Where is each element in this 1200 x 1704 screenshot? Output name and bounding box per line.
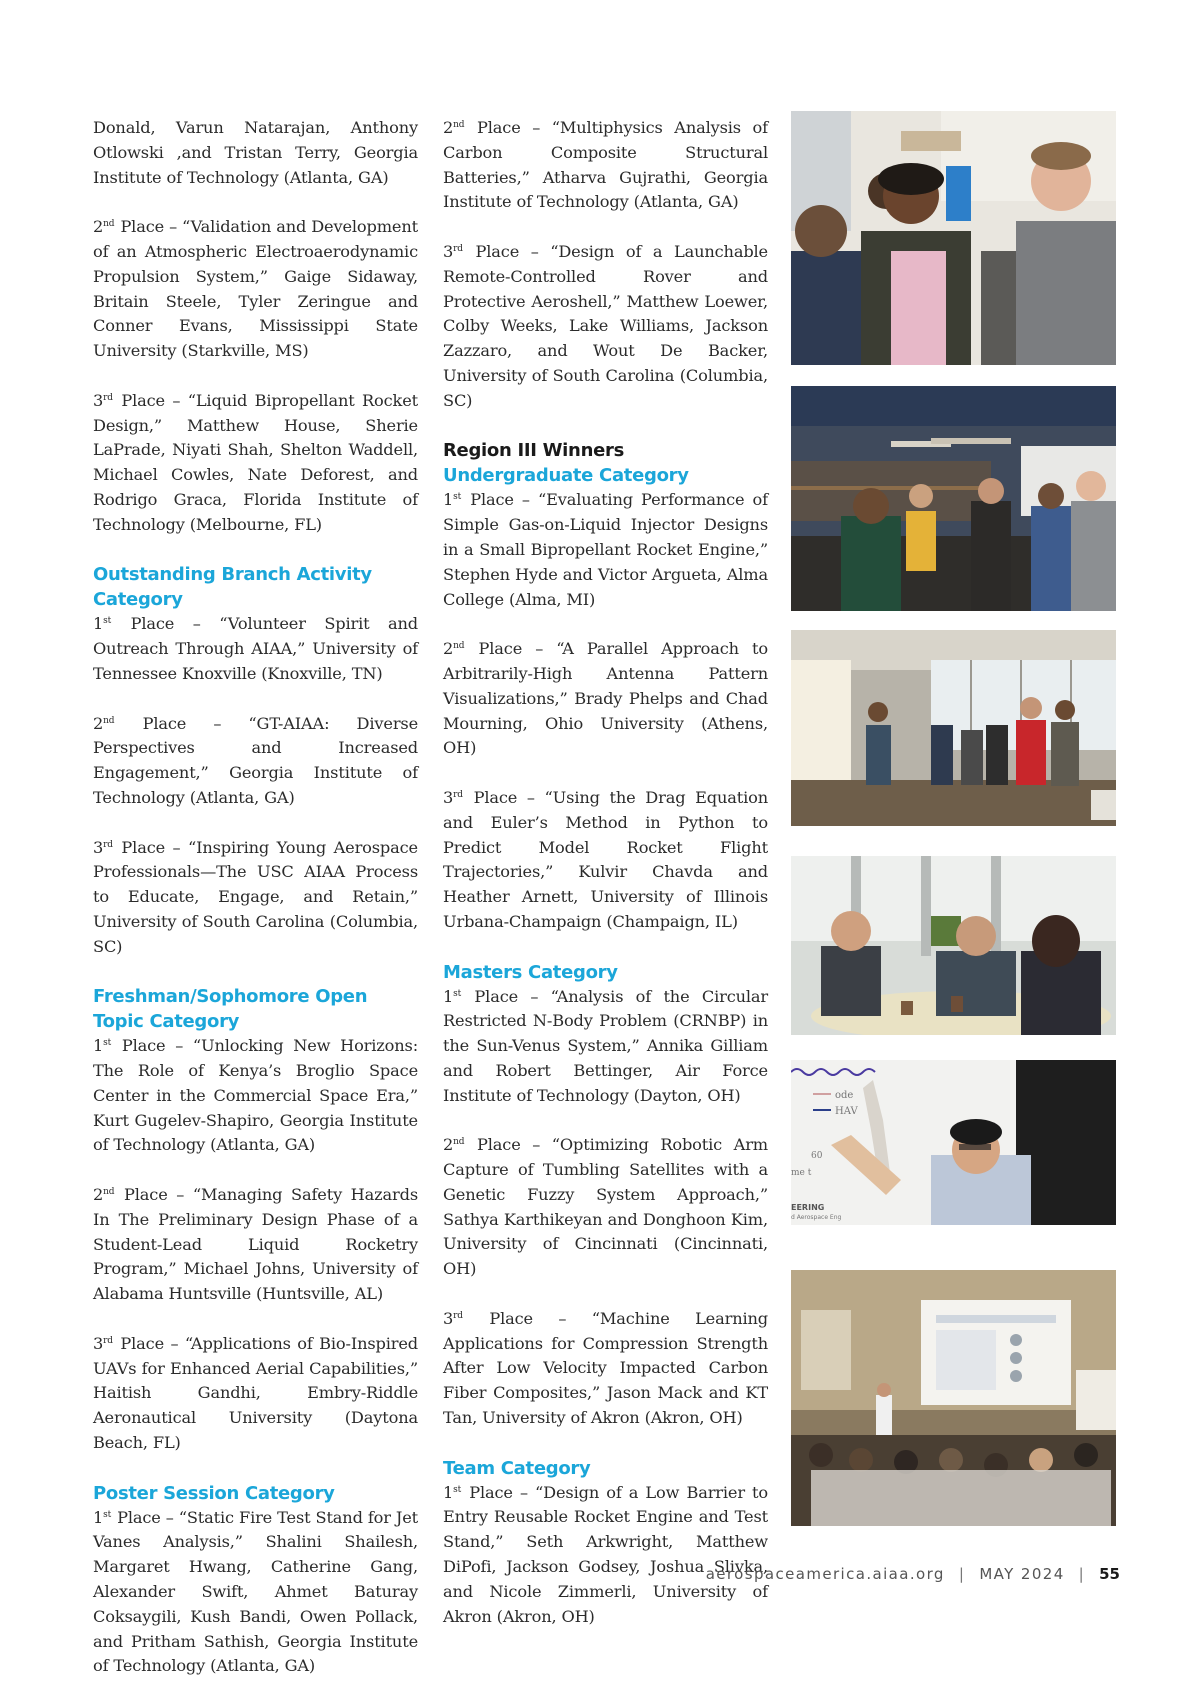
place-ordinal: 2	[443, 118, 454, 137]
page-number: 55	[1099, 1565, 1120, 1583]
award-text: Place – “Validation and Development of an Atmospheric Electroaerodynamic Propulsion System,” Gaige Sidaway, Britain Steele, Tyler Zeringue and Conner Evans, Mississippi State University (Starkville, MS)	[93, 217, 418, 361]
place-ordinal-suffix: nd	[453, 120, 465, 130]
place-ordinal: 1	[443, 490, 454, 510]
award-text: Place – “GT-AIAA: Diverse Perspectives and Increased Engagement,” Georgia Institute of Technology (Atlanta, GA)	[93, 713, 418, 807]
award-entry	[443, 488, 768, 612]
page-footer	[706, 1565, 1120, 1583]
place-ordinal-suffix: rd	[453, 1310, 463, 1321]
place-ordinal: 2	[93, 1185, 104, 1205]
place-ordinal: 2	[93, 217, 104, 237]
banner-subtext: d Aerospace Eng	[791, 1214, 842, 1221]
place-ordinal: 1	[443, 986, 454, 1006]
award-text: Place – “Volunteer Spirit and Outreach Through AIAA,” University of Tennessee Knoxville (Knoxville, TN)	[93, 614, 418, 683]
award-entry	[443, 240, 768, 414]
award-entry	[93, 215, 418, 364]
award-text: Place – “Design of a Launchable Remote-Controlled Rover and Protective Aeroshell,” Matthew Loewer, Colby Weeks, Lake Williams, Jackson Zazzaro, and Wout De Backer, University of South Carolina (Columbia, SC)	[443, 241, 768, 410]
award-text: Place – “Analysis of the Circular Restricted N-Body Problem (CRNBP) in the Sun-Venus System,” Annika Gilliam and Robert Bettinger, Air Force Institute of Technology (Dayton, OH)	[443, 986, 768, 1105]
award-text: Place – “Multiphysics Analysis of Carbon Composite Structural Batteries,” Atharva Gujrathi, Georgia Institute of Technology (Atlanta, GA)	[443, 118, 768, 212]
footer-date: MAY 2024	[979, 1565, 1065, 1583]
place-ordinal-suffix: nd	[453, 1137, 465, 1148]
award-text: Place – “A Parallel Approach to Arbitrarily-High Antenna Pattern Visualizations,” Brady Phelps and Chad Mourning, Ohio University (Athens, OH)	[443, 639, 768, 758]
place-ordinal-suffix: rd	[103, 392, 113, 403]
event-photo-6	[791, 1270, 1116, 1526]
award-text: Place – “Optimizing Robotic Arm Capture of Tumbling Satellites with a Genetic Fuzzy System Approach,” Sathya Karthikeyan and Donghoon Kim, University of Cincinnati (Cincinnati, OH)	[443, 1135, 768, 1279]
category-heading: Outstanding Branch Activity Category	[93, 564, 372, 611]
chart-axis-label: me t	[791, 1168, 812, 1178]
award-text: Place – “Inspiring Young Aerospace Professionals—The USC AIAA Process to Educate, Engage, and Retain,” University of South Carolina (Columbia, SC)	[93, 837, 418, 956]
chart-tick: 60	[811, 1151, 823, 1161]
place-ordinal: 3	[443, 1308, 454, 1328]
award-text: Place – “Using the Drag Equation and Euler’s Method in Python to Predict Model Rocket Flight Trajectories,” Kulvir Chavda and Heather Arnett, University of Illinois Urbana-Champaign (Champaign, IL)	[443, 787, 768, 931]
place-ordinal-suffix: nd	[453, 641, 465, 652]
place-ordinal-suffix: st	[453, 1484, 462, 1495]
place-ordinal: 3	[443, 787, 454, 807]
footer-separator: |	[958, 1565, 966, 1583]
place-ordinal: 2	[93, 713, 104, 733]
place-ordinal-suffix: nd	[103, 715, 115, 726]
award-entry	[93, 1034, 418, 1158]
place-ordinal-suffix: st	[453, 492, 462, 503]
award-entry	[93, 612, 418, 686]
award-text: Donald, Varun Natarajan, Anthony Otlowski ,and Tristan Terry, Georgia Institute of Technology (Atlanta, GA)	[93, 118, 418, 187]
event-photo-2	[791, 386, 1116, 611]
place-ordinal-suffix: rd	[103, 839, 113, 850]
award-text: Place – “Liquid Bipropellant Rocket Design,” Matthew House, Sherie LaPrade, Niyati Shah, Shelton Waddell, Michael Cowles, Nate Deforest, and Rodrigo Graca, Florida Institute of Technology (Melbourne, FL)	[93, 390, 418, 534]
place-ordinal-suffix: st	[453, 988, 462, 999]
award-entry	[443, 786, 768, 935]
award-entry	[93, 836, 418, 960]
category-heading: Team Category	[443, 1457, 591, 1479]
award-text: Place – “Design of a Low Barrier to Entry Reusable Rocket Engine and Test Stand,” Seth Arkwright, Matthew DiPofi, Jackson Godsey, Joshua Slivka, and Nicole Zimmerli, University of Akron (Akron, OH)	[443, 1482, 768, 1626]
footer-site: aerospaceamerica.aiaa.org	[705, 1565, 945, 1583]
event-photo-4	[791, 856, 1116, 1035]
place-ordinal-suffix: nd	[103, 219, 115, 230]
award-text: Place – “Unlocking New Horizons: The Role of Kenya’s Broglio Space Center in the Commercial Space Era,” Kurt Gugelev-Shapiro, Georgia Institute of Technology (Atlanta, GA)	[93, 1036, 418, 1155]
place-ordinal: 3	[93, 837, 104, 857]
place-ordinal: 1	[93, 614, 104, 634]
award-entry	[93, 1506, 418, 1680]
category-heading: Undergraduate Category	[443, 465, 689, 487]
place-ordinal-suffix: rd	[453, 243, 463, 254]
place-ordinal: 3	[93, 1333, 104, 1353]
award-entry	[93, 389, 418, 538]
category-heading: Freshman/Sophomore Open Topic Category	[93, 986, 368, 1033]
place-ordinal: 1	[443, 1482, 454, 1502]
article-column-middle	[443, 116, 768, 1654]
region-heading: Region III Winners	[443, 440, 624, 462]
award-text: Place – “Managing Safety Hazards In The Preliminary Design Phase of a Student-Lead Liquid Rocketry Program,” Michael Johns, University of Alabama Huntsville (Huntsville, AL)	[93, 1185, 418, 1304]
category-heading: Masters Category	[443, 961, 618, 983]
footer-separator: |	[1078, 1565, 1086, 1583]
place-ordinal: 2	[443, 1135, 454, 1155]
chart-legend-1: ode	[835, 1090, 854, 1101]
award-text: Place – “Static Fire Test Stand for Jet Vanes Analysis,” Shalini Shailesh, Margaret Hwang, Catherine Gang, Alexander Swift, Ahmet Baturay Coksaygili, Kush Bandi, Owen Pollack, and Pritham Sathish, Georgia Institute of Technology (Atlanta, GA)	[93, 1507, 418, 1676]
place-ordinal: 1	[93, 1507, 104, 1527]
award-entry	[443, 985, 768, 1109]
place-ordinal-suffix: st	[103, 616, 112, 627]
place-ordinal-suffix: st	[103, 1038, 112, 1049]
place-ordinal-suffix: nd	[103, 1187, 115, 1198]
award-text: Place – “Evaluating Performance of Simple Gas-on-Liquid Injector Designs in a Small Bipropellant Rocket Engine,” Stephen Hyde and Victor Argueta, Alma College (Alma, MI)	[443, 490, 768, 609]
place-ordinal-suffix: rd	[453, 789, 463, 800]
award-text: Place – “Machine Learning Applications for Compression Strength After Low Velocity Impacted Carbon Fiber Composites,” Jason Mack and KT Tan, University of Akron (Akron, OH)	[443, 1308, 768, 1428]
place-ordinal: 3	[443, 241, 454, 261]
event-photo-3	[791, 630, 1116, 826]
article-column-left	[93, 116, 418, 1704]
category-heading: Poster Session Category	[93, 1482, 335, 1504]
place-ordinal-suffix: st	[103, 1509, 112, 1520]
place-ordinal: 3	[93, 390, 104, 410]
chart-legend-2: HAV	[835, 1106, 858, 1117]
award-entry	[93, 712, 418, 811]
event-photo-1	[791, 111, 1116, 365]
award-entry	[93, 116, 418, 190]
event-photo-5	[791, 1060, 1116, 1225]
award-entry	[93, 1183, 418, 1307]
award-entry	[443, 116, 768, 215]
award-text: Place – “Applications of Bio-Inspired UAVs for Enhanced Aerial Capabilities,” Haitish Gandhi, Embry-Riddle Aeronautical University (Daytona Beach, FL)	[93, 1333, 418, 1453]
place-ordinal-suffix: rd	[103, 1335, 113, 1346]
award-entry	[443, 1133, 768, 1282]
award-entry	[443, 1481, 768, 1630]
award-entry	[93, 1332, 418, 1456]
banner-text: EERING	[791, 1203, 825, 1212]
place-ordinal: 2	[443, 639, 454, 659]
place-ordinal: 1	[93, 1036, 104, 1056]
award-entry	[443, 637, 768, 761]
award-entry	[443, 1307, 768, 1431]
